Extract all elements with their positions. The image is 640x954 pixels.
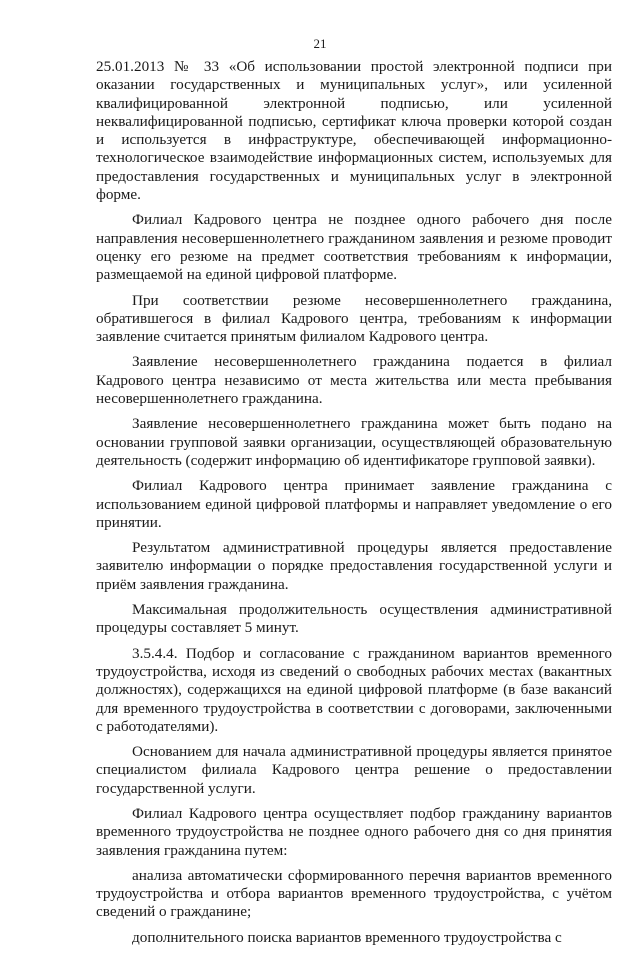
list-item: анализа автоматически сформированного перечня вариантов временного трудоустройства и отбора вариантов временного трудоустройства, с учётом сведений о гражданине; — [96, 866, 612, 921]
paragraph: Филиал Кадрового центра принимает заявление гражданина с использованием единой цифровой платформы и направляет уведомление о его принятии. — [96, 477, 612, 531]
paragraph: Максимальная продолжительность осуществления административной процедуры составляет 5 минут. — [96, 601, 612, 637]
paragraph: Основанием для начала административной процедуры является принятое специалистом филиала Кадрового центра решение о предоставлении государственной услуги. — [96, 743, 612, 797]
page-number: 21 — [313, 36, 327, 51]
paragraph: При соответствии резюме несовершеннолетнего гражданина, обратившегося в филиал Кадрового центра, требованиям к информации заявление считается принятым филиалом Кадрового центра. — [96, 291, 612, 346]
paragraph: Заявление несовершеннолетнего гражданина подается в филиал Кадрового центра независимо от места жительства или места пребывания несовершеннолетнего гражданина. — [96, 353, 612, 408]
section-paragraph: 3.5.4.4. Подбор и согласование с гражданином вариантов временного трудоустройства, исходя из сведений о свободных рабочих местах (вакантных должностях), содержащихся на единой цифровой платформе (в базе вакансий для временного трудоустройства в соответствии с договорами, заключенными с работодателями). — [96, 644, 612, 735]
paragraph: Филиал Кадрового центра осуществляет подбор гражданину вариантов временного трудоустройства не позднее одного рабочего дня со дня принятия заявления гражданина путем: — [96, 804, 612, 859]
document-body — [96, 58, 612, 954]
paragraph: Заявление несовершеннолетнего гражданина может быть подано на основании групповой заявки организации, осуществляющей образовательную деятельность (содержит информацию об идентификаторе групповой заявки). — [96, 415, 612, 469]
paragraph: 25.01.2013 № 33 «Об использовании простой электронной подписи при оказании государственных и муниципальных услуг», или усиленной квалифицированной электронной подписью, или усиленной неквалифицированной подписью, сертификат ключа проверки которой создан и используется в инфраструктуре, обеспечивающей информационно-технологическое взаимодействие информационных систем, используемых для предоставления государственных и муниципальных услуг в электронной форме. — [96, 58, 612, 204]
list-item: дополнительного поиска вариантов временного трудоустройства с — [132, 928, 562, 946]
paragraph: Филиал Кадрового центра не позднее одного рабочего дня после направления несовершеннолетнего гражданином заявления и резюме проводит оценку его резюме на предмет соответствия требованиям к информации, размещаемой на единой цифровой платформе. — [96, 211, 612, 284]
paragraph: Результатом административной процедуры является предоставление заявителю информации о порядке предоставления государственной услуги и приём заявления гражданина. — [96, 539, 612, 593]
